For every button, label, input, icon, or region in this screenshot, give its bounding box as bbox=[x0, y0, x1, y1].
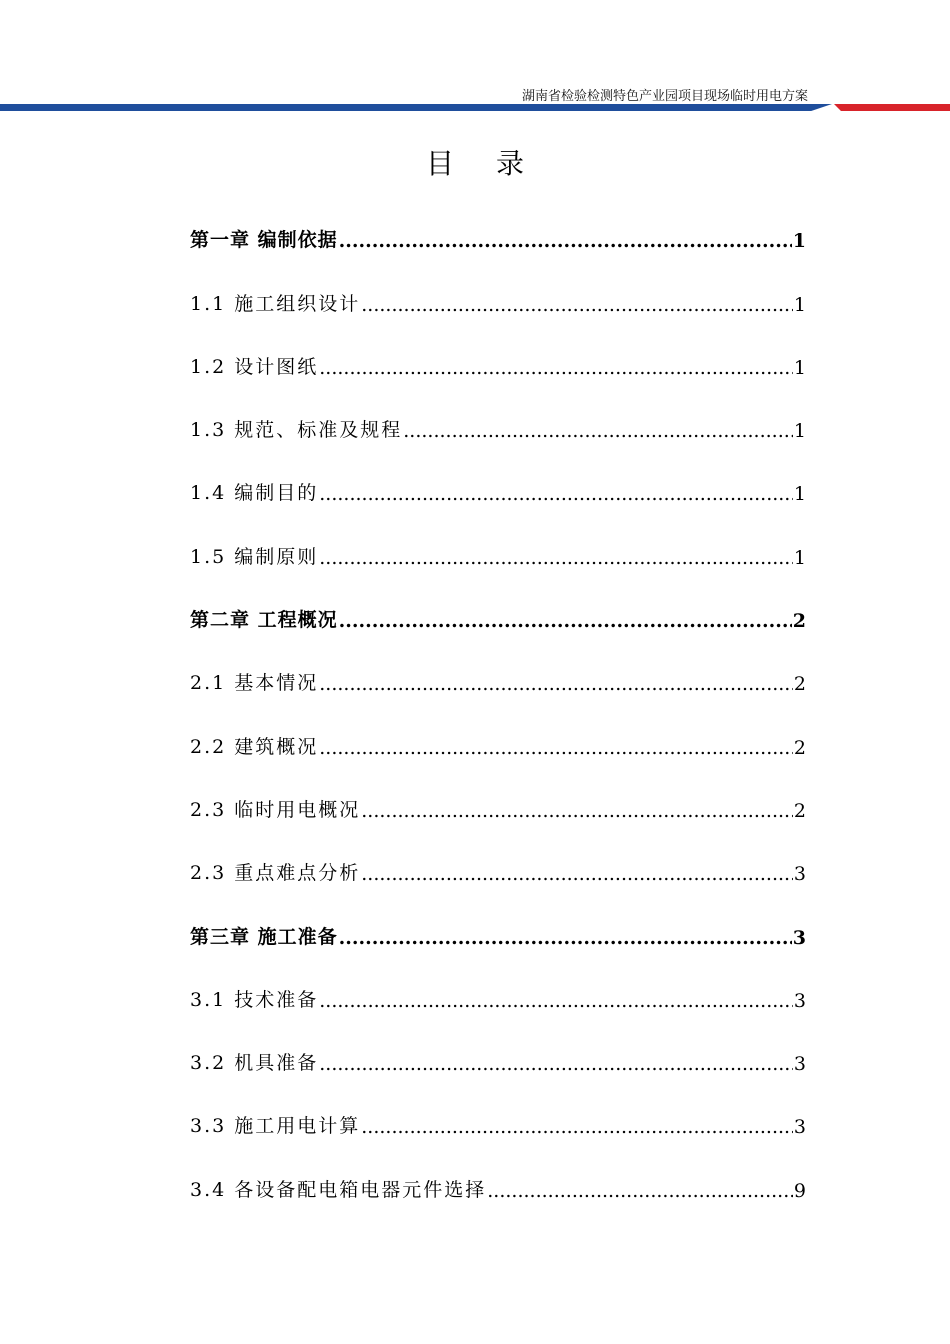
toc-page-number: 9 bbox=[793, 1179, 806, 1202]
running-header: 湖南省检验检测特色产业园项目现场临时用电方案 bbox=[521, 89, 808, 104]
toc-entry-label: 2.3 临时用电概况 bbox=[190, 798, 361, 821]
toc-page-number: 3 bbox=[793, 1053, 806, 1076]
toc-dot-leader bbox=[487, 1180, 793, 1202]
toc-entry-label: 2.2 建筑概况 bbox=[190, 735, 319, 758]
table-of-contents bbox=[190, 205, 806, 1218]
toc-page-number: 2 bbox=[792, 610, 806, 633]
toc-section-entry[interactable] bbox=[190, 332, 806, 395]
toc-page-number: 1 bbox=[792, 230, 806, 253]
toc-entry-label: 2.3 重点难点分析 bbox=[190, 862, 361, 885]
header-blue-bar bbox=[0, 104, 832, 111]
toc-page-number: 3 bbox=[793, 863, 806, 886]
toc-dot-leader bbox=[403, 420, 793, 442]
toc-chapter-entry[interactable] bbox=[190, 205, 806, 268]
toc-entry-label: 1.5 编制原则 bbox=[190, 545, 319, 568]
toc-section-entry[interactable] bbox=[190, 838, 806, 901]
toc-entry-label: 第二章 工程概况 bbox=[190, 609, 338, 632]
toc-entry-label: 1.4 编制目的 bbox=[190, 482, 319, 505]
toc-entry-label: 3.2 机具准备 bbox=[190, 1052, 319, 1075]
toc-chapter-entry[interactable] bbox=[190, 901, 806, 964]
toc-section-entry[interactable] bbox=[190, 965, 806, 1028]
toc-entry-label: 3.1 技术准备 bbox=[190, 988, 319, 1011]
toc-dot-leader bbox=[361, 800, 793, 822]
toc-dot-leader bbox=[361, 863, 793, 885]
toc-section-entry[interactable] bbox=[190, 395, 806, 458]
toc-section-entry[interactable] bbox=[190, 711, 806, 774]
toc-entry-label: 第三章 施工准备 bbox=[190, 925, 338, 948]
toc-dot-leader bbox=[319, 673, 793, 695]
toc-section-entry[interactable] bbox=[190, 648, 806, 711]
toc-entry-label: 2.1 基本情况 bbox=[190, 672, 319, 695]
toc-page-number: 1 bbox=[793, 356, 806, 379]
toc-dot-leader bbox=[339, 230, 792, 252]
toc-section-entry[interactable] bbox=[190, 775, 806, 838]
toc-page-number: 3 bbox=[793, 1116, 806, 1139]
toc-page-number: 2 bbox=[793, 799, 806, 822]
toc-page-number: 2 bbox=[793, 673, 806, 696]
toc-dot-leader bbox=[319, 357, 793, 379]
toc-dot-leader bbox=[319, 1053, 793, 1075]
toc-dot-leader bbox=[319, 547, 793, 569]
toc-page-number: 1 bbox=[793, 546, 806, 569]
toc-section-entry[interactable] bbox=[190, 521, 806, 584]
page-title: 目录 bbox=[425, 147, 566, 180]
header-red-bar bbox=[834, 104, 950, 111]
toc-section-entry[interactable] bbox=[190, 1154, 806, 1217]
toc-section-entry[interactable] bbox=[190, 1028, 806, 1091]
toc-entry-label: 1.1 施工组织设计 bbox=[190, 292, 361, 315]
toc-chapter-entry[interactable] bbox=[190, 585, 806, 648]
toc-entry-label: 1.3 规范、标准及规程 bbox=[190, 419, 403, 442]
toc-entry-label: 1.2 设计图纸 bbox=[190, 355, 319, 378]
toc-page-number: 1 bbox=[793, 293, 806, 316]
toc-page-number: 1 bbox=[793, 483, 806, 506]
toc-dot-leader bbox=[319, 737, 793, 759]
toc-dot-leader bbox=[319, 483, 793, 505]
toc-dot-leader bbox=[339, 927, 792, 949]
toc-dot-leader bbox=[339, 610, 792, 632]
toc-section-entry[interactable] bbox=[190, 268, 806, 331]
toc-page-number: 3 bbox=[792, 926, 806, 949]
toc-entry-label: 3.3 施工用电计算 bbox=[190, 1115, 361, 1138]
toc-dot-leader bbox=[361, 1116, 793, 1138]
toc-dot-leader bbox=[319, 990, 793, 1012]
toc-section-entry[interactable] bbox=[190, 458, 806, 521]
toc-dot-leader bbox=[361, 294, 793, 316]
toc-page-number: 1 bbox=[793, 420, 806, 443]
toc-section-entry[interactable] bbox=[190, 1091, 806, 1154]
toc-entry-label: 第一章 编制依据 bbox=[190, 229, 338, 252]
toc-entry-label: 3.4 各设备配电箱电器元件选择 bbox=[190, 1178, 487, 1201]
toc-page-number: 3 bbox=[793, 989, 806, 1012]
toc-page-number: 2 bbox=[793, 736, 806, 759]
